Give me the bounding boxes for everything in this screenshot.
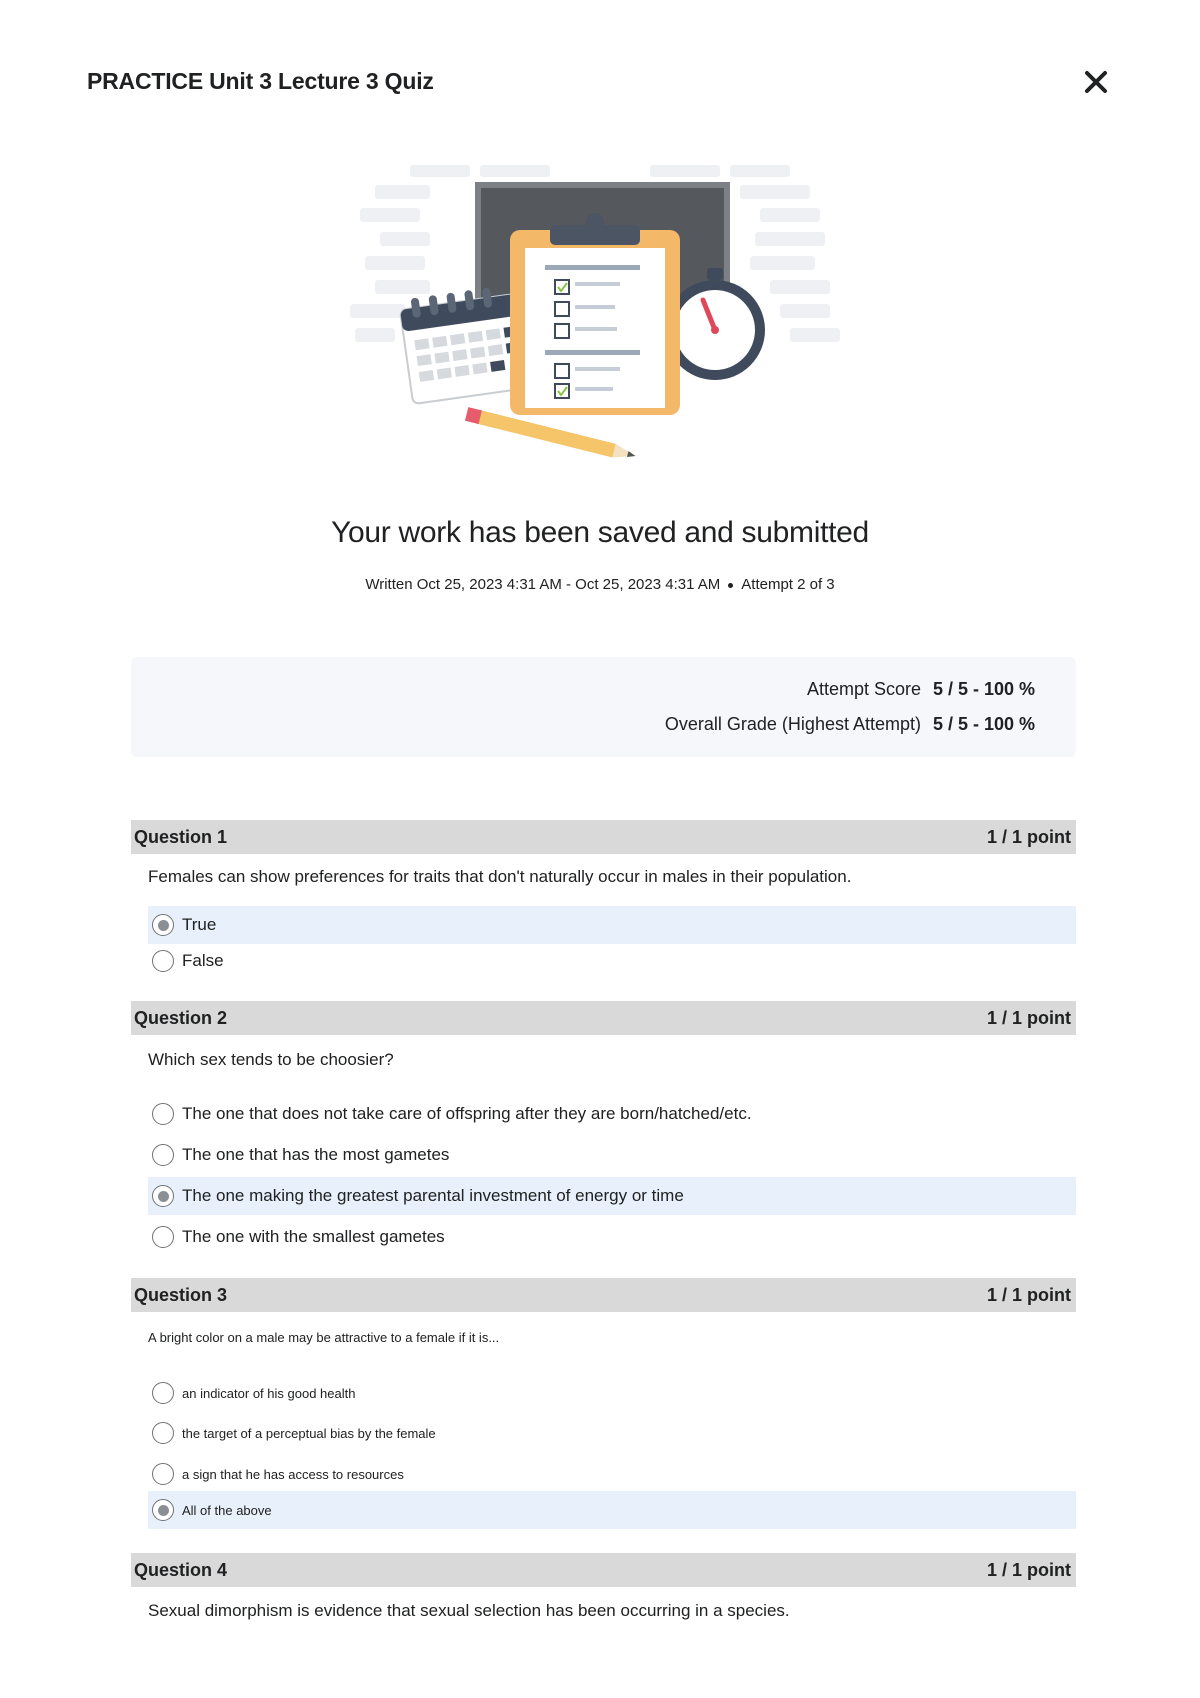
question-title: Question 3 [134, 1284, 228, 1305]
answer-label: The one that does not take care of offspring after they are born/hatched/etc. [182, 1104, 752, 1123]
question-header [131, 1553, 1076, 1587]
answer-option[interactable] [148, 942, 1076, 980]
radio-button[interactable] [152, 1226, 174, 1248]
written-timestamp: Written Oct 25, 2023 4:31 AM - Oct 25, 2023 4:31 AM [365, 576, 721, 593]
radio-button-selected[interactable] [152, 1185, 174, 1207]
answer-option[interactable] [148, 1177, 1076, 1215]
question-text: Sexual dimorphism is evidence that sexual selection has been occurring in a species. [148, 1601, 790, 1620]
question-points: 1 / 1 point [986, 826, 1071, 847]
radio-button[interactable] [152, 950, 174, 972]
radio-button[interactable] [152, 1103, 174, 1125]
answer-option[interactable] [148, 1136, 1076, 1174]
question-header [131, 1001, 1076, 1035]
attempt-score-row [807, 679, 1043, 700]
radio-button-selected[interactable] [152, 914, 174, 936]
question-points: 1 / 1 point [986, 1559, 1071, 1580]
answer-label: False [182, 951, 224, 970]
attempt-count: Attempt 2 of 3 [741, 576, 835, 593]
answer-label: The one making the greatest parental investment of energy or time [182, 1186, 684, 1205]
answer-label: an indicator of his good health [182, 1385, 356, 1401]
question-header [131, 1278, 1076, 1312]
answer-label: The one that has the most gametes [182, 1145, 450, 1164]
question-text: A bright color on a male may be attractive to a female if it is... [148, 1330, 500, 1345]
answer-option[interactable] [148, 1491, 1076, 1529]
close-icon [1084, 70, 1108, 94]
submission-meta [0, 576, 1200, 593]
question-header [131, 820, 1076, 854]
radio-button[interactable] [152, 1382, 174, 1404]
overall-grade-row [665, 714, 1043, 735]
page-title: PRACTICE Unit 3 Lecture 3 Quiz [87, 68, 434, 94]
answer-option[interactable] [148, 1218, 1076, 1256]
question-text: Which sex tends to be choosier? [148, 1050, 394, 1069]
question-points: 1 / 1 point [986, 1284, 1071, 1305]
question-title: Question 1 [134, 826, 228, 847]
answer-label: All of the above [182, 1502, 272, 1518]
answer-option[interactable] [148, 906, 1076, 944]
answer-label: the target of a perceptual bias by the female [182, 1425, 436, 1441]
question-points: 1 / 1 point [986, 1007, 1071, 1028]
answer-option[interactable] [148, 1414, 1076, 1452]
answer-label: a sign that he has access to resources [182, 1466, 404, 1482]
score-summary [131, 657, 1076, 757]
close-button[interactable] [1080, 66, 1112, 98]
answer-option[interactable] [148, 1455, 1076, 1493]
radio-button[interactable] [152, 1463, 174, 1485]
submission-headline: Your work has been saved and submitted [331, 516, 869, 549]
question-title: Question 4 [134, 1559, 228, 1580]
answer-label: True [182, 915, 217, 934]
radio-button[interactable] [152, 1144, 174, 1166]
overall-grade-label: Overall Grade (Highest Attempt) [664, 714, 921, 734]
separator-dot [728, 583, 733, 588]
question-text: Females can show preferences for traits that don't naturally occur in males in their population. [148, 867, 852, 886]
quiz-submitted-illustration [350, 160, 850, 460]
attempt-score-label: Attempt Score [806, 679, 921, 699]
question-title: Question 2 [134, 1007, 228, 1028]
attempt-score-value: 5 / 5 - 100 % [933, 679, 1036, 699]
answer-option[interactable] [148, 1095, 1076, 1133]
answer-label: The one with the smallest gametes [182, 1227, 445, 1246]
radio-button[interactable] [152, 1422, 174, 1444]
radio-button-selected[interactable] [152, 1499, 174, 1521]
overall-grade-value: 5 / 5 - 100 % [933, 714, 1036, 734]
answer-option[interactable] [148, 1374, 1076, 1412]
